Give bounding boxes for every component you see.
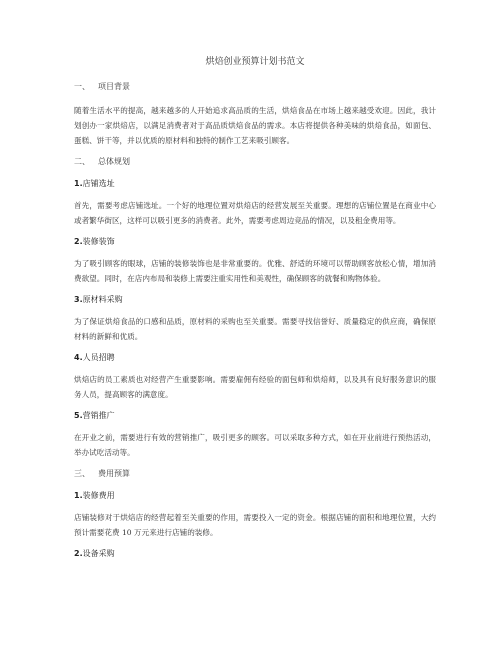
subheading-renovation-cost [74,490,436,501]
section-heading-text: 费用预算 [98,469,130,478]
subheading-number: 4. [74,353,83,362]
subheading-text: 装修装饰 [82,237,115,246]
paragraph-store-location: 首先，需要考虑店铺选址。一个好的地理位置对烘焙店的经营发展至关重要。理想的店铺位置是在商业中心或者繁华街区，这样可以吸引更多的消费者。此外，需要考虑周边竞品的情况，以及租金费用等。 [74,201,436,225]
subheading-number: 3. [74,295,83,304]
subheading-equipment [74,548,436,559]
paragraph-background: 随着生活水平的提高，越来越多的人开始追求高品质的生活，烘焙食品在市场上越来越受欢迎。因此，我计划创办一家烘焙店，以满足消费者对于高品质烘焙食品的需求。本店将提供各种美味的烘焙食品，如面包、蛋糕、饼干等，并以优质的原材料和独特的制作工艺来吸引顾客。 [74,106,436,145]
paragraph-renovation-cost: 店铺装修对于烘焙店的经营起着至关重要的作用，需要投入一定的资金。根据店铺的面积和地理位置，大约预计需要花费 10 万元来进行店铺的装修。 [74,513,436,537]
document-title: 烘焙创业预算计划书范文 [205,57,305,67]
subheading-text: 装修费用 [82,491,115,500]
subheading-materials [74,294,436,305]
subheading-marketing [74,410,436,421]
paragraph-decoration: 为了吸引顾客的眼球，店铺的装修装饰也是非常重要的。优雅、舒适的环境可以帮助顾客放松心情，增加消费欲望。同时，在店内布局和装修上需要注重实用性和美观性，确保顾客的就餐和购物体验。 [74,259,436,283]
subheading-number: 2. [74,549,83,558]
subheading-recruitment [74,352,436,363]
subheading-number: 1. [74,491,83,500]
section-heading-budget [74,468,436,479]
subheading-text: 原材料采购 [82,295,123,304]
subheading-number: 5. [74,411,83,420]
paragraph-recruitment: 烘焙店的员工素质也对经营产生重要影响。需要雇佣有经验的面包师和烘焙师，以及具有良好服务意识的服务人员，提高顾客的满意度。 [74,375,436,399]
subheading-decoration [74,236,436,247]
subheading-number: 2. [74,237,83,246]
section-heading-planning [74,156,436,167]
section-number: 二、 [74,157,90,166]
section-heading-text: 项目背景 [98,82,130,91]
subheading-text: 店铺选址 [82,179,115,188]
subheading-number: 1. [74,179,83,188]
subheading-text: 人员招聘 [82,353,115,362]
document-body [74,56,436,568]
section-number: 三、 [74,469,90,478]
subheading-store-location [74,178,436,189]
paragraph-marketing: 在开业之前，需要进行有效的营销推广，吸引更多的顾客。可以采取多种方式，如在开业前进行预热活动，举办试吃活动等。 [74,433,436,457]
section-number: 一、 [74,82,90,91]
paragraph-materials: 为了保证烘焙食品的口感和品质，原材料的采购也至关重要。需要寻找信誉好、质量稳定的供应商，确保原材料的新鲜和优质。 [74,317,436,341]
subheading-text: 营销推广 [82,411,115,420]
section-heading-text: 总体规划 [98,157,130,166]
subheading-text: 设备采购 [82,549,115,558]
section-heading-background [74,81,436,92]
